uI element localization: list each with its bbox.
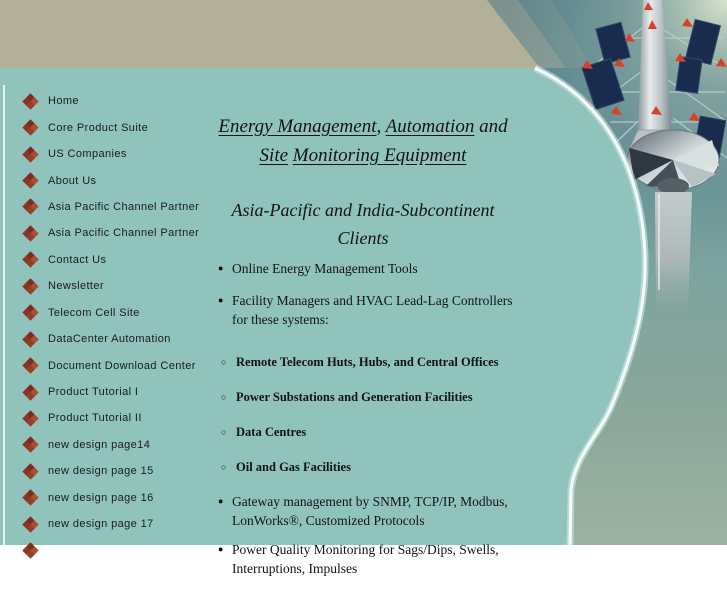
- diamond-bullet-icon: [22, 410, 39, 427]
- sidebar-item-product-tutorial-1[interactable]: [0, 379, 206, 405]
- list-item: [200, 259, 526, 278]
- sidebar-item-contact-us[interactable]: [0, 247, 206, 273]
- sidebar-item-label: Home: [48, 95, 79, 108]
- diamond-bullet-icon: [22, 463, 39, 480]
- page-subtitle-line1: Asia-Pacific and India-Subcontinent: [231, 200, 495, 220]
- page-subtitle-line2: Clients: [337, 228, 389, 248]
- sidebar-item-label: new design page 15: [48, 465, 154, 478]
- diamond-bullet-icon: [22, 93, 39, 110]
- sidebar-divider-line: [3, 85, 5, 545]
- sidebar-item-datacenter-automation[interactable]: [0, 326, 206, 352]
- diamond-bullet-icon: [22, 542, 39, 559]
- sidebar-item-label: About Us: [48, 174, 97, 187]
- diamond-bullet-icon: [22, 357, 39, 374]
- diamond-bullet-icon: [22, 225, 39, 242]
- top-bar: [0, 0, 441, 68]
- filled-bullet-icon: ●: [218, 295, 224, 305]
- title-underlined-text: Site: [259, 145, 289, 166]
- title-underlined-text: Automation: [385, 116, 475, 137]
- title-plain-text: and: [474, 116, 508, 137]
- sidebar-item-label: Product Tutorial II: [48, 412, 142, 425]
- diamond-bullet-icon: [22, 436, 39, 453]
- sidebar-nav: [0, 68, 206, 564]
- sidebar-item-label: Product Tutorial I: [48, 386, 139, 399]
- sidebar-item-new-design-page-17[interactable]: [0, 511, 206, 537]
- sidebar-item-home[interactable]: [0, 88, 206, 114]
- sidebar-item-about-us[interactable]: [0, 167, 206, 193]
- sidebar: [0, 68, 206, 545]
- feature-list: [200, 259, 526, 578]
- sidebar-item-newsletter[interactable]: [0, 273, 206, 299]
- page-title-line1: [200, 112, 526, 141]
- diamond-bullet-icon: [22, 331, 39, 348]
- filled-bullet-icon: ●: [218, 544, 224, 554]
- sublist-item: [200, 459, 526, 476]
- sublist-item-text: Remote Telecom Huts, Hubs, and Central Offices: [236, 355, 499, 369]
- open-circle-bullet-icon: ○: [221, 357, 227, 367]
- filled-bullet-icon: ●: [218, 263, 224, 273]
- sidebar-item-new-design-page-15[interactable]: [0, 458, 206, 484]
- list-item-text: Facility Managers and HVAC Lead-Lag Controllers for these systems:: [232, 293, 513, 327]
- sidebar-item-label: Asia Pacific Channel Partner: [48, 227, 200, 240]
- open-circle-bullet-icon: ○: [221, 427, 227, 437]
- sidebar-item-new-design-page14[interactable]: [0, 432, 206, 458]
- sublist-item: [200, 354, 526, 371]
- list-item-text: Power Quality Monitoring for Sags/Dips, Swells, Interruptions, Impulses: [232, 542, 499, 576]
- sidebar-item-label: DataCenter Automation: [48, 333, 171, 346]
- diamond-bullet-icon: [22, 384, 39, 401]
- sidebar-item-us-companies[interactable]: [0, 141, 206, 167]
- diamond-bullet-icon: [22, 146, 39, 163]
- systems-sublist: [200, 354, 526, 494]
- diamond-bullet-icon: [22, 198, 39, 215]
- diamond-bullet-icon: [22, 172, 39, 189]
- sidebar-item-label: Newsletter: [48, 280, 104, 293]
- sidebar-item-label: new design page 16: [48, 491, 154, 504]
- sublist-item-text: Oil and Gas Facilities: [236, 460, 351, 474]
- diamond-bullet-icon: [22, 251, 39, 268]
- sidebar-item-label: Contact Us: [48, 253, 107, 266]
- diamond-bullet-icon: [22, 489, 39, 506]
- sidebar-item-new-design-page-16[interactable]: [0, 485, 206, 511]
- sidebar-item-label: new design page14: [48, 438, 151, 451]
- diamond-bullet-icon: [22, 278, 39, 295]
- sidebar-item-product-tutorial-2[interactable]: [0, 405, 206, 431]
- diamond-bullet-icon: [22, 119, 39, 136]
- sidebar-item-label: new design page 17: [48, 518, 154, 531]
- title-underlined-text: Energy Management: [218, 116, 377, 137]
- sublist-item-text: Power Substations and Generation Facilities: [236, 390, 473, 404]
- sidebar-item-label: Core Product Suite: [48, 121, 149, 134]
- list-item-systems: [200, 339, 526, 494]
- open-circle-bullet-icon: ○: [221, 462, 227, 472]
- sidebar-item-document-download-center[interactable]: [0, 352, 206, 378]
- diamond-bullet-icon: [22, 516, 39, 533]
- list-item-text: Gateway management by SNMP, TCP/IP, Modbus, LonWorks®, Customized Protocols: [232, 494, 508, 528]
- list-item: [200, 492, 526, 530]
- page-subtitle: [200, 196, 526, 252]
- sublist-item-text: Data Centres: [236, 425, 307, 439]
- sidebar-item-asia-pacific-channel-partner-1[interactable]: [0, 194, 206, 220]
- list-item: [200, 291, 526, 329]
- sublist-item: [200, 424, 526, 441]
- main-content: [200, 68, 526, 591]
- open-circle-bullet-icon: ○: [221, 392, 227, 402]
- sidebar-item-label: Telecom Cell Site: [48, 306, 140, 319]
- list-item: [200, 540, 526, 578]
- diamond-bullet-icon: [22, 304, 39, 321]
- title-plain-text: ,: [376, 116, 386, 137]
- page-title-line2: [200, 141, 526, 170]
- title-underlined-text: Monitoring Equipment: [292, 145, 467, 166]
- page-title: [200, 112, 526, 170]
- sidebar-item-telecom-cell-site[interactable]: [0, 300, 206, 326]
- list-item-text: Online Energy Management Tools: [232, 261, 418, 276]
- sidebar-item-label: Asia Pacific Channel Partner: [48, 200, 200, 213]
- filled-bullet-icon: ●: [218, 496, 224, 506]
- sublist-item: [200, 389, 526, 406]
- sidebar-item-asia-pacific-channel-partner-2[interactable]: [0, 220, 206, 246]
- sidebar-item-label: Document Download Center: [48, 359, 196, 372]
- sidebar-item-partial[interactable]: [0, 537, 206, 563]
- sidebar-item-label: US Companies: [48, 148, 127, 161]
- sidebar-item-core-product-suite[interactable]: [0, 114, 206, 140]
